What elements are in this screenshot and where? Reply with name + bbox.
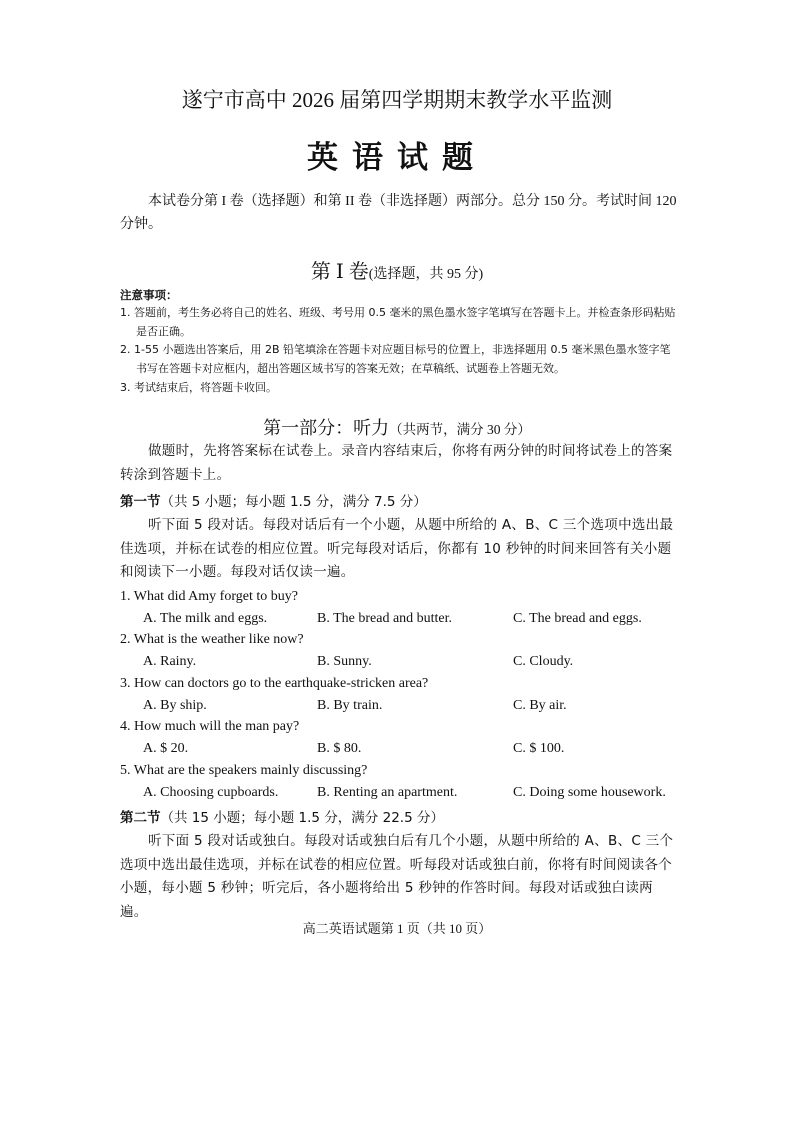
question-3-option-a: A. By ship. xyxy=(143,698,207,713)
notice-item-1: 1. 答题前，考生务必将自己的姓名、班级、考号用 0.5 毫米的黑色墨水签字笔填写在答题卡上。并检查条形码粘贴是否正确。 xyxy=(120,306,676,338)
question-1-option-b: B. The bread and butter. xyxy=(317,611,453,626)
question-2: 2. What is the weather like now? xyxy=(120,632,304,647)
question-5: 5. What are the speakers mainly discussing? xyxy=(120,763,368,778)
question-3: 3. How can doctors go to the earthquake-stricken area? xyxy=(120,676,429,691)
question-4: 4. How much will the man pay? xyxy=(120,719,300,734)
volume-title-main: 第 Ⅰ 卷 xyxy=(310,261,369,283)
question-2-option-c: C. Cloudy. xyxy=(513,654,574,669)
question-2-option-a: A. Rainy. xyxy=(143,654,197,669)
page-footer: 高二英语试题第 1 页（共 10 页） xyxy=(302,921,492,936)
exam-title: 遂宁市高中 2026 届第四学期期末教学水平监测 xyxy=(181,88,613,112)
section1-meta: （共 5 小题；每小题 1.5 分，满分 7.5 分） xyxy=(160,494,427,510)
section2-label: 第二节 xyxy=(120,810,161,826)
volume-title xyxy=(0,255,794,284)
part1-title-sub: （共两节，满分 30 分） xyxy=(389,422,531,437)
question-5-option-c: C. Doing some housework. xyxy=(513,785,666,800)
question-4-option-b: B. $ 80. xyxy=(317,741,362,756)
question-4-option-a: A. $ 20. xyxy=(143,741,189,756)
volume-title-sub: (选择题，共 95 分) xyxy=(368,267,484,282)
part1-title-main: 第一部分：听力 xyxy=(263,418,390,439)
subject-title: 英语试题 xyxy=(307,140,487,176)
intro-paragraph: 本试卷分第 I 卷（选择题）和第 II 卷（非选择题）两部分。总分 150 分。考试时间 120 分钟。 xyxy=(120,194,677,232)
section2-meta: （共 15 小题；每小题 1.5 分，满分 22.5 分） xyxy=(160,810,444,826)
question-5-option-a: A. Choosing cupboards. xyxy=(143,785,279,800)
notice-heading: 注意事项： xyxy=(120,288,178,302)
part1-title xyxy=(0,414,794,440)
question-2-option-b: B. Sunny. xyxy=(317,654,372,669)
section2-heading xyxy=(120,806,444,826)
question-1-option-c: C. The bread and eggs. xyxy=(513,611,642,626)
question-3-option-c: C. By air. xyxy=(513,698,567,713)
question-5-option-b: B. Renting an apartment. xyxy=(317,785,458,800)
section2-instructions: 听下面 5 段对话或独白。每段对话或独白后有几个小题，从题中所给的 A、B、C 三个选项中选出最佳选项，并标在试卷的相应位置。听每段对话或独白前，你将有时间阅读各个小题，每小题 5 秒钟；听完后，各小题将给出 5 秒钟的作答时间。每段对话或独白读两遍。 xyxy=(120,833,674,920)
question-1: 1. What did Amy forget to buy? xyxy=(120,589,298,604)
section1-label: 第一节 xyxy=(120,494,161,510)
question-1-option-a: A. The milk and eggs. xyxy=(143,611,268,626)
part1-instructions: 做题时，先将答案标在试卷上。录音内容结束后，你将有两分钟的时间将试卷上的答案转涂到答题卡上。 xyxy=(120,443,673,483)
question-3-option-b: B. By train. xyxy=(317,698,383,713)
question-4-option-c: C. $ 100. xyxy=(513,741,565,756)
notice-item-2: 2. 1-55 小题选出答案后，用 2B 铅笔填涂在答题卡对应题目标号的位置上，非选择题用 0.5 毫米黑色墨水签字笔书写在答题卡对应框内，超出答题区域书写的答案无效；在草稿纸、试题卷上答题无效。 xyxy=(120,343,671,375)
section1-instructions: 听下面 5 段对话。每段对话后有一个小题，从题中所给的 A、B、C 三个选项中选出最佳选项，并标在试卷的相应位置。听完每段对话后，你都有 10 秒钟的时间来回答有关小题和阅读下一小题。每段对话仅读一遍。 xyxy=(120,517,674,580)
notice-item-3: 3. 考试结束后，将答题卡收回。 xyxy=(120,381,277,394)
section1-heading xyxy=(120,490,427,510)
